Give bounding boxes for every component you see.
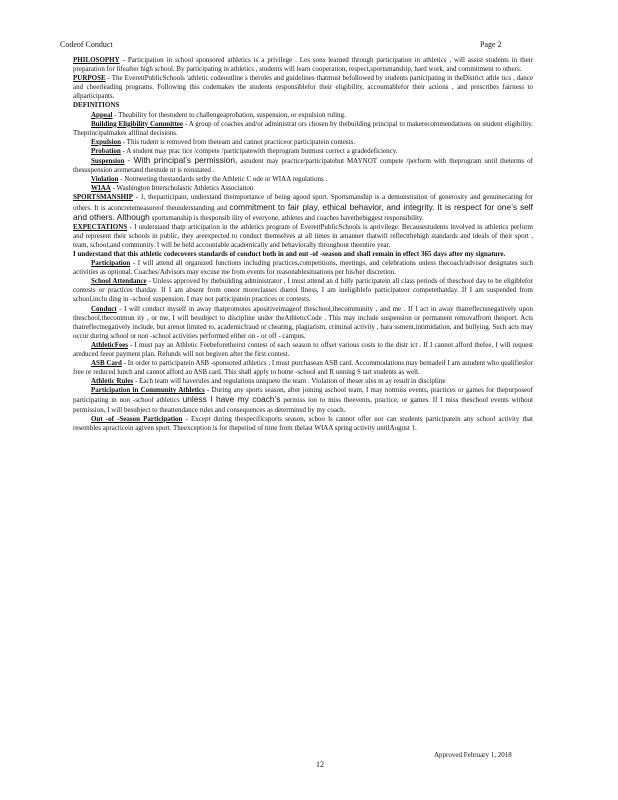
item-text: - Except during thespecificsports season, schoo ls cannot offer nor can students participatein any school activity that resembles apracticein agiven sport. Theexception is for theperiod of time from thelast WIAA spring activity untilAugust 1. bbox=[73, 414, 533, 432]
item-community-athletics bbox=[73, 386, 533, 414]
purpose-text: - The EverettPublicSchools 'athletic codeoutline s theroles and guidelines thatmust befollowed by students participating in theDistrict athle tics , dance and cheerleading programs. Following this codemakes the students responsiblefor their eligibility, accountablefor their actions , and prescribes fairness to allparticipants. bbox=[73, 74, 533, 101]
sportsmanship-heading: SPORTSMANSHIP bbox=[73, 193, 134, 202]
item-term: School Attendance bbox=[91, 277, 147, 286]
item-term: ASB Card bbox=[91, 359, 122, 368]
definition-bec bbox=[73, 120, 533, 138]
item-participation bbox=[73, 259, 533, 277]
header-title: Codeof Conduct bbox=[60, 40, 113, 49]
item-term: Participation bbox=[91, 259, 131, 268]
item-term: Athletic Rules bbox=[91, 377, 134, 386]
item-text: - I will conduct myself in away thatpromotes apositiveimageof theschool,thecommunity , and me . If I act in away thatreflectsnegatively upon theschool,thecommun ity , or me, I will besubject to discipline under theAthleticCode . This may include suspension or permanent removalfrom thesport. Acts thatreflectnegatively include, but arenot limited to, academicfraud or cheating, plagiarism, criminal activity , hara ssment,intimidation, and bullying. Such acts may occur during school or non -school activities performed either on - or off - campus. bbox=[73, 304, 533, 340]
item-text: - I will attend all organized functions including practices,competitions, meetings, and celebrations unless thecoach/advisor designates such activities as optional. Coaches/Advisors may excuse me from events for reasonablesituations per his/her discretion. bbox=[73, 259, 533, 277]
definition-term: WIAA bbox=[91, 184, 111, 193]
item-text: - During any sports season, after joining aschool team, I may notmiss events, practices or games for thepurposeof participating in non -school athletics bbox=[73, 386, 534, 405]
definition-term: Expulsion bbox=[91, 137, 121, 146]
definition-term: Probation bbox=[91, 146, 121, 155]
definition-term: Suspension bbox=[91, 157, 125, 166]
item-text-large: unless I have my coach’s bbox=[182, 394, 281, 405]
definition-text: - Theability for thestudent to challengeaprobation, suspension, or expulsion ruling. bbox=[114, 110, 346, 119]
definition-term: Violation bbox=[91, 175, 119, 184]
header-page-label: Page 2 bbox=[480, 40, 502, 49]
sportsmanship-text-end: sportsmanship is thesponsib ility of everyone, athletes and coaches havethebiggest responsibility. bbox=[151, 213, 424, 222]
expectations-text: - I understand thatp articipation in the athletics program of EverettPublicSchools is aprivilege. Becausestudents involved in athletics perform and represent their schools in public, they areexpected to conduct themselves at all times in amanner thatwill reflectthehigh standards and ideals of their sport , team, school,and community. I will be held accountable academically and behaviorally throughout theentire year. bbox=[73, 222, 533, 249]
item-text: - I must pay an Athletic Feebeforetheirst contest of each season to offset various costs to the distr ict . If I cannot afford thefee, I will request areduced feeor payment plan. Refunds will not begiven after the first contest. bbox=[73, 340, 534, 358]
definition-text: - Notmeeting thestandards setby the Athletic C ode or WIAA regulations . bbox=[120, 175, 328, 184]
item-text: - In order to participatein ASB -sponsored athletics , I must purchasean ASB card. Accommodations may bemadeif I am astudent who qualifiesfor free or reduced lunch and cannot afford an ASB card. This shall apply to home -school and R unning S tart students as well. bbox=[73, 359, 534, 377]
definition-text-large: - With principal’s permission, bbox=[127, 155, 238, 166]
definitions-heading: DEFINITIONS bbox=[73, 101, 120, 110]
item-out-of-season bbox=[73, 415, 533, 433]
item-school-attendance bbox=[73, 277, 533, 304]
item-asb-card bbox=[73, 359, 533, 377]
expectations-heading: EXPECTATIONS bbox=[73, 222, 128, 231]
approval-date: Approved February 1, 2018 bbox=[434, 751, 512, 759]
definition-text: - A group of coaches and/or administrat ors chosen by thebuilding principal to makerecommendations on student eligibility. Theprincipalmakes allfinal decisions. bbox=[73, 119, 533, 137]
page-number: 12 bbox=[316, 760, 324, 769]
item-term: AthleticFees bbox=[91, 340, 128, 349]
definition-text: - A student may prac tice /compete /participatewith theprogram butmust correct a gradedeficiency. bbox=[122, 146, 398, 155]
expectations-paragraph bbox=[73, 223, 533, 250]
definition-text: - Washington Interscholastic Athletics Association bbox=[112, 184, 254, 193]
definition-text: - This tudent is removed from theteam and cannot practiceor participatein contests. bbox=[122, 137, 356, 146]
sportsmanship-text-large: commitment to fair play, ethical behavior, and integrity. It is respect for one’s self and others. Although bbox=[73, 201, 533, 222]
philosophy-heading: PHILOSOPHY bbox=[73, 56, 120, 64]
sportsmanship-text: - 1, theparticipant, understand theimportance of being agood sport. Sportsmanship is a demonstration of generosity and genuinecaring for others. It is aconcretemeasureof theunderstanding and bbox=[73, 193, 534, 212]
philosophy-text: - Participation in school sponsored athletics is a privilege . Les sons learned through participation in athletics , will assist students in their preparation for lifeafter high school. By participating in athletics , students will learn cooperation, respect,sportsmanship, hard work, and commitment to others. bbox=[73, 56, 534, 74]
definition-text: astudent may practice/participatebut MAYNOT compete /perform with theprogram until theterms of thesuspension aremetand thestude nt is reinstated . bbox=[73, 157, 534, 175]
item-text: - Each team will haverules and regulations uniqueto the team . Violation of theser ules m ay result in discipline bbox=[134, 377, 446, 386]
item-term: Participation in Community Athletics bbox=[91, 386, 205, 395]
item-term: Out -of -Season Participation bbox=[91, 414, 183, 423]
document-body bbox=[73, 56, 533, 433]
definition-suspension bbox=[73, 156, 533, 175]
item-conduct bbox=[73, 305, 533, 341]
definition-violation bbox=[73, 175, 533, 184]
purpose-heading: PURPOSE bbox=[73, 74, 106, 83]
definition-appeal bbox=[73, 111, 533, 120]
item-text: - Unless approved by thebuilding administrator , I must attend an d fully participatein all class periods of theschool day to be eligiblefor contests or practices thatday. If I am absent from oneor moreclasses duetoi llness, I am ineligiblefo participateor competethatday. If I am suspended from school,inclu ding in -school suspension, I may not participatein practices or contests. bbox=[73, 277, 534, 304]
item-term: Conduct bbox=[91, 304, 117, 313]
definition-expulsion bbox=[73, 138, 533, 147]
item-text-end: permiss ion to miss theevents, practice, or games. If I miss theschool events without permission, I will besubject to theattendance rules and consequences as determined by my coach. bbox=[73, 396, 534, 414]
philosophy-paragraph bbox=[73, 56, 533, 74]
definition-term: Building Eligibility Committee bbox=[91, 119, 184, 128]
expectations-bold-statement: I understand that this athletic codecovers standards of conduct both in and out -of -season and shall remain in effect 365 days after my signature. bbox=[73, 249, 506, 258]
definition-wiaa bbox=[73, 184, 533, 193]
item-athletic-fees bbox=[73, 341, 533, 359]
sportsmanship-paragraph bbox=[73, 193, 533, 222]
purpose-paragraph bbox=[73, 74, 533, 101]
definition-term: Appeal bbox=[91, 110, 113, 119]
item-athletic-rules bbox=[73, 377, 533, 386]
